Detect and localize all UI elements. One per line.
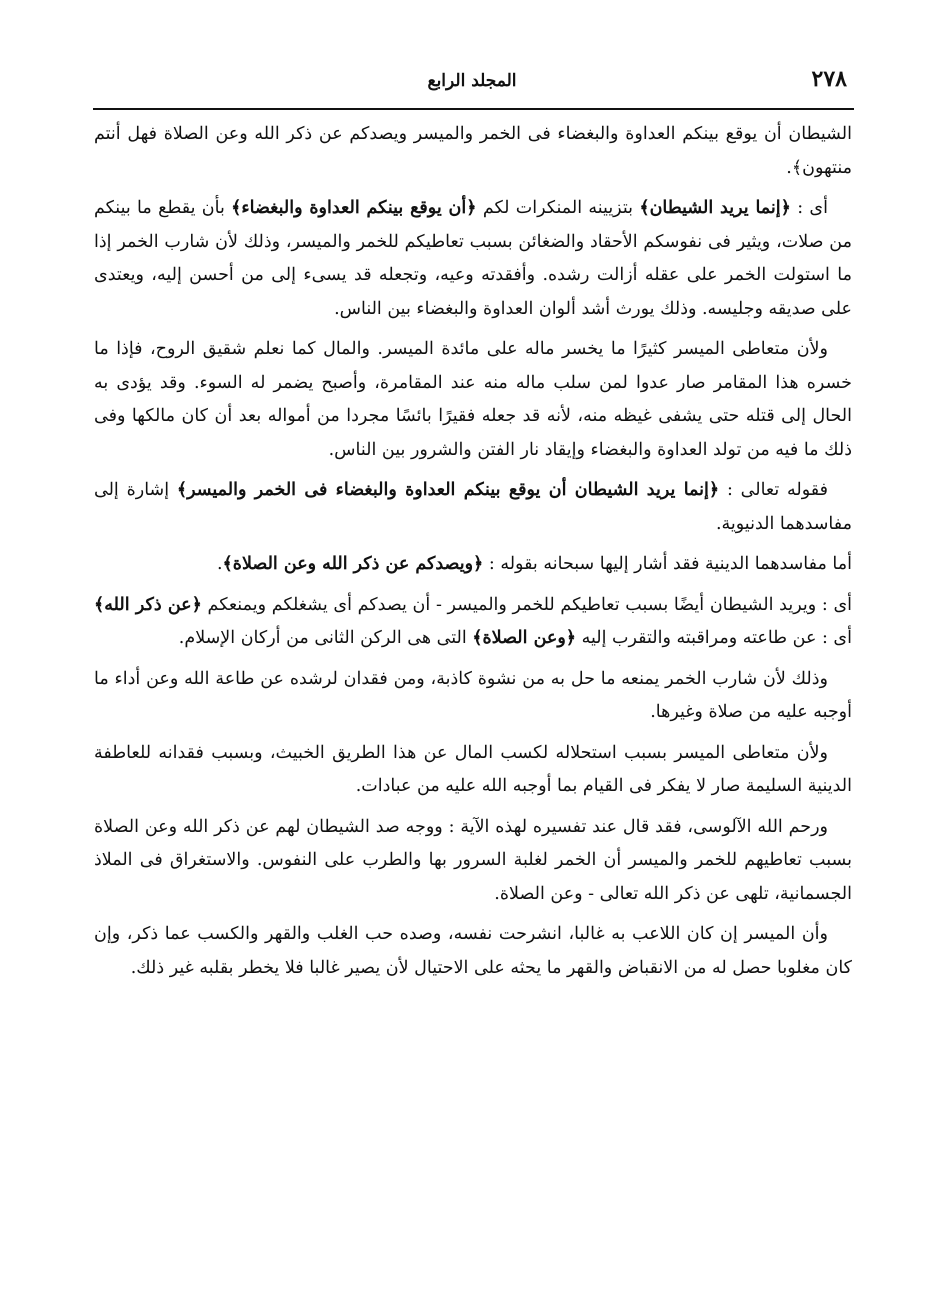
paragraph-text: إشارة إلى مفاسدهما الدنيوية. — [94, 480, 852, 534]
quran-quote: ﴿أن يوقع بينكم العداوة والبغضاء﴾ — [231, 198, 477, 218]
paragraph-text: ولأن متعاطى الميسر بسبب استحلاله لكسب المال عن هذا الطريق الخبيث، وبسبب فقدانه للعاطفة الدينية السليمة صار لا يفكر فى القيام بما أوجبه الله عليه من عبادات. — [94, 742, 852, 796]
quran-quote: ﴿إنما يريد الشيطان أن يوقع بينكم العداوة والبغضاء فى الخمر والميسر﴾ — [176, 480, 720, 500]
running-head: المجلد الرابع — [427, 71, 517, 91]
paragraph-text: فقوله تعالى : — [719, 480, 828, 500]
paragraph — [94, 192, 852, 326]
paragraph-text: ولأن متعاطى الميسر كثيرًا ما يخسر ماله على مائدة الميسر. والمال كما نعلم شقيق الروح، فإذا ما خسره هذا المقامر صار عدوا لمن سلب ماله منه عند المقامرة، وأصبح يضمر له السوء. وقد يؤدى به الحال إلى قتله حتى يشفى غيظه منه، لأنه قد جعله فقيرًا بائسًا مجردا من أمواله بعد أن كان مالكها وفى ذلك ما فيه من تولد العداوة والبغضاء وإيقاد نار الفتن والشرور بين الناس. — [94, 339, 852, 460]
paragraph — [94, 333, 852, 467]
quran-quote: ﴿ويصدكم عن ذكر الله وعن الصلاة﴾ — [222, 554, 484, 574]
paragraph — [94, 118, 852, 185]
paragraph-text: أما مفاسدهما الدينية فقد أشار إليها سبحانه بقوله : — [483, 554, 852, 574]
paragraph-text: الشيطان أن يوقع بينكم العداوة والبغضاء فى الخمر والميسر ويصدكم عن ذكر الله وعن الصلاة فهل أنتم منتهون﴾. — [94, 124, 852, 178]
paragraph-text: أى : عن طاعته ومراقبته والتقرب إليه — [576, 628, 852, 648]
paragraph-text: ورحم الله الآلوسى، فقد قال عند تفسيره لهذه الآية : ووجه صد الشيطان لهم عن ذكر الله وعن الصلاة بسبب تعاطيهم للخمر والميسر أن الخمر لغلبة السرور بها والطرب على النفوس. والاستغراق فى الملاذ الجسمانية، تلهى عن ذكر الله تعالى - وعن الصلاة. — [94, 816, 852, 904]
page-number: ٢٧٨ — [811, 66, 847, 92]
paragraph — [94, 548, 852, 582]
paragraph-text: بأن يقطع ما بينكم من صلات، ويثير فى نفوسكم الأحقاد والضغائن بسبب تعاطيكم للخمر والميسر، وذلك لأن شارب الخمر إذا ما استولت الخمر على عقله أزالت رشده. وأفقدته وعيه، وتجعله قد يسىء إلى من أحسن إليه، ويعتدى على صديقه وجليسه. وذلك يورث أشد ألوان العداوة والبغضاء بين الناس. — [94, 198, 852, 319]
paragraph — [94, 663, 852, 730]
paragraph-text: وذلك لأن شارب الخمر يمنعه ما حل به من نشوة كاذبة، ومن فقدان لرشده عن طاعة الله وعن أداء ما أوجبه عليه من صلاة وغيرها. — [94, 668, 852, 722]
header-rule — [93, 108, 854, 110]
quran-quote: ﴿إنما يريد الشيطان﴾ — [639, 198, 791, 218]
paragraph-text: . — [216, 554, 223, 574]
paragraph-text: أى : ويريد الشيطان أيضًا بسبب تعاطيكم للخمر والميسر - أن يصدكم أى يشغلكم ويمنعكم — [201, 594, 853, 615]
body-text — [94, 118, 852, 992]
paragraph — [94, 737, 852, 804]
paragraph-text: وأن الميسر إن كان اللاعب به غالبا، انشرحت نفسه، وصده حب الغلب والقهر والكسب عما ذكر، وإن كان مغلوبا حصل له من الانقباض والقهر ما يحثه على الاحتيال لأن يصير غالبا فلا يخطر بقلبه غير ذلك. — [94, 924, 852, 978]
paragraph-text: التى هى الركن الثانى من أركان الإسلام. — [178, 628, 473, 648]
quran-quote: ﴿وعن الصلاة﴾ — [472, 628, 577, 648]
paragraph-text: بتزيينه المنكرات لكم — [476, 198, 640, 218]
paragraph-text: أى : — [790, 198, 828, 218]
paragraph — [94, 811, 852, 912]
paragraph — [94, 589, 852, 656]
page-header — [93, 60, 851, 106]
paragraph — [94, 474, 852, 541]
quran-quote: ﴿عن ذكر الله﴾ — [94, 594, 202, 615]
paragraph — [94, 918, 852, 985]
